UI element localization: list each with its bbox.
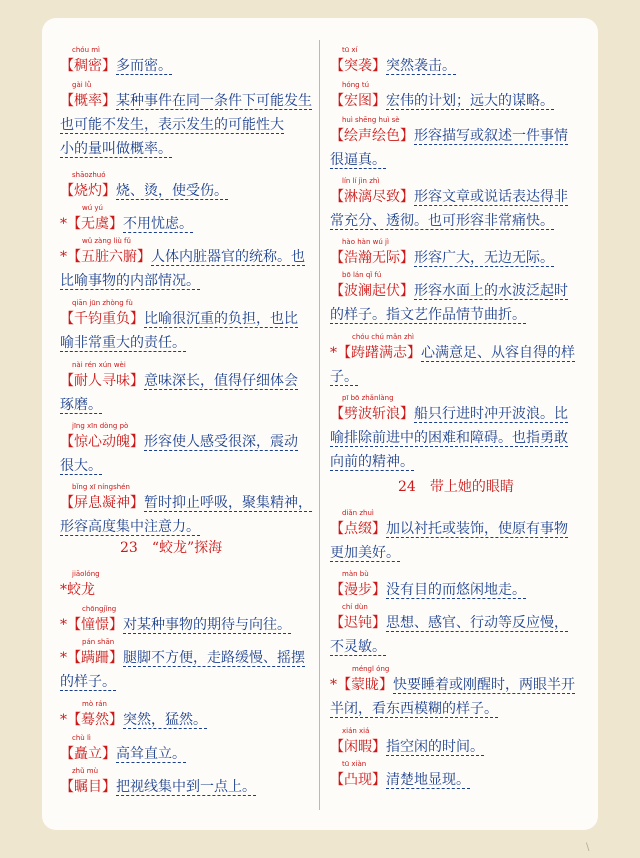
entry-definition: 形容使人感受很深，震动 [144,434,298,450]
entry-definition-cont: 不灵敏。 [330,639,386,655]
pinyin-annotation: lín lí jìn zhì [342,177,380,185]
entry-term: *蛟龙 [60,582,95,598]
glossary-entry [330,333,575,389]
entry-line [330,124,568,148]
entry-line [330,279,568,303]
glossary-entry [330,394,568,474]
entry-line [60,179,228,203]
asterisk-marker: * [60,650,67,666]
entry-definition: 把视线集中到一点上。 [116,779,256,795]
entry-definition: 宏伟的计划；远大的谋略。 [386,93,554,109]
glossary-entry [330,727,484,759]
glossary-entry [330,81,554,113]
entry-definition-cont: 向前的精神。 [330,454,414,470]
pinyin-annotation: qiān jūn zhòng fù [72,299,133,307]
pinyin-annotation: jiāolóng [72,570,100,578]
entry-line [330,541,568,565]
entry-definition: 多而密。 [116,58,172,74]
entry-line [60,89,312,113]
glossary-entry [60,204,193,236]
entry-term: 【蓦然】 [67,712,123,728]
entry-term: 【瞩目】 [60,779,116,795]
entry-line [60,430,298,454]
entry-definition-cont: 小的量叫做概率。 [60,141,172,157]
entry-line [60,613,291,637]
entry-definition: 思想、感官、行动等反应慢， [386,615,568,631]
watermark: \ [586,842,590,853]
entry-term: 【五脏六腑】 [67,249,151,265]
entry-definition: 形容广大，无边无际。 [414,250,554,266]
glossary-entry [60,81,312,161]
pinyin-annotation: shāozhuó [72,171,106,179]
entry-line [330,426,568,450]
pinyin-annotation: wǔ zàng liù fǔ [82,237,131,245]
entry-line [330,303,568,327]
entry-line [330,735,484,759]
entry-definition: 不用忧虑。 [123,216,193,232]
entry-term: 【宏图】 [330,93,386,109]
pinyin-annotation: chóu chú mǎn zhì [352,333,415,341]
glossary-entry [60,171,228,203]
pinyin-annotation: jīng xīn dòng pò [72,422,129,430]
entry-line [330,341,575,365]
column-divider [319,40,320,810]
entry-line [60,708,207,732]
entry-definition-cont: 也可能不发生，表示发生的可能性大 [60,117,284,133]
entry-line [60,742,186,766]
entry-definition: 突然袭击。 [386,58,456,74]
entry-line [60,454,298,478]
entry-term: 【蹒跚】 [67,650,123,666]
glossary-entry [60,483,312,539]
entry-term: 【点缀】 [330,521,386,537]
entry-line [60,307,298,331]
entry-line [60,775,256,799]
glossary-entry [330,570,526,602]
entry-line [60,113,312,137]
entry-line [330,450,568,474]
pinyin-annotation: chù lì [72,734,91,742]
entry-line [60,212,193,236]
entry-definition-cont: 形容高度集中注意力。 [60,519,200,535]
entry-line [330,611,568,635]
entry-line [60,491,312,515]
entry-line [60,331,298,355]
entry-term: 【无虞】 [67,216,123,232]
entry-line [60,369,298,393]
entry-definition: 船只行进时冲开波浪。比 [414,406,568,422]
pinyin-annotation: chóu mì [72,46,100,54]
entry-definition: 对某种事物的期待与向往。 [123,617,291,633]
pinyin-annotation: xián xiá [342,727,370,735]
entry-definition: 意味深长，值得仔细体会 [144,373,298,389]
entry-term: 【踌躇满志】 [337,345,421,361]
entry-term: 【漫步】 [330,582,386,598]
entry-definition: 清楚地显现。 [386,772,470,788]
glossary-entry [60,361,298,417]
entry-definition: 烧、烫，使受伤。 [116,183,228,199]
entry-term: 【烧灼】 [60,183,116,199]
entry-term: 【突袭】 [330,58,386,74]
entry-term: 【绘声绘色】 [330,128,414,144]
entry-definition: 快要睡着或刚醒时，两眼半开 [393,677,575,693]
entry-line [330,246,554,270]
glossary-entry [330,509,568,565]
entry-definition: 暂时抑止呼吸，聚集精神， [144,495,312,511]
pinyin-annotation: hào hàn wú jì [342,238,389,246]
entry-line [330,148,568,172]
asterisk-marker: * [60,712,67,728]
entry-definition-cont: 喻非常重大的责任。 [60,335,186,351]
entry-line [60,670,305,694]
entry-definition: 形容水面上的水波泛起时 [414,283,568,299]
entry-definition-cont: 常充分、透彻。也可形容非常痛快。 [330,213,554,229]
glossary-entry [60,767,256,799]
entry-term: 【惊心动魄】 [60,434,144,450]
lesson-heading: 23 “蛟龙”探海 [120,540,223,556]
glossary-entry [330,177,568,233]
glossary-entry [60,605,291,637]
glossary-entry [60,237,305,293]
entry-term: 【迟钝】 [330,615,386,631]
entry-definition-cont: 比喻事物的内部情况。 [60,273,200,289]
entry-definition: 突然，猛然。 [123,712,207,728]
entry-line [330,768,470,792]
entry-line [60,245,305,269]
pinyin-annotation: pán shān [82,638,115,646]
entry-line [330,365,575,389]
glossary-entry [60,638,305,694]
pinyin-annotation: wú yú [82,204,103,212]
entry-term: 【波澜起伏】 [330,283,414,299]
entry-definition: 某种事件在同一条件下可能发生 [116,93,312,109]
pinyin-annotation: méngl óng [352,665,390,673]
entry-term: 【浩瀚无际】 [330,250,414,266]
entry-term: 【矗立】 [60,746,116,762]
glossary-entry [330,238,554,270]
glossary-entry [330,116,568,172]
glossary-entry [330,46,456,78]
pinyin-annotation: diǎn zhuì [342,509,374,517]
entry-definition-cont: 半闭，看东西模糊的样子。 [330,701,498,717]
pinyin-annotation: nài rén xún wèi [72,361,126,369]
glossary-entry [330,271,568,327]
pinyin-annotation: pī bō zhǎnlàng [342,394,394,402]
entry-line [60,393,298,417]
asterisk-marker: * [60,617,67,633]
pinyin-annotation: bǐng xī níngshén [72,483,130,491]
entry-term: 【稠密】 [60,58,116,74]
entry-line [330,402,568,426]
pinyin-annotation: hóng tú [342,81,370,89]
entry-term: 【耐人寻味】 [60,373,144,389]
entry-definition-cont: 很逼真。 [330,152,386,168]
entry-term: 【蒙眬】 [337,677,393,693]
entry-definition: 人体内脏器官的统称。也 [151,249,305,265]
entry-definition: 形容描写或叙述一件事情 [414,128,568,144]
entry-line [330,209,568,233]
entry-definition-cont: 喻排除前进中的困难和障碍。也指勇敢 [330,430,568,446]
entry-line [60,578,95,602]
entry-definition-cont: 子。 [330,369,358,385]
asterisk-marker: * [60,216,67,232]
pinyin-annotation: zhǔ mù [72,767,99,775]
glossary-entry [60,422,298,478]
pinyin-annotation: tū xí [342,46,358,54]
entry-term: 【淋漓尽致】 [330,189,414,205]
entry-definition: 高耸直立。 [116,746,186,762]
entry-term: 【千钧重负】 [60,311,144,327]
entry-line [60,515,312,539]
asterisk-marker: * [330,677,337,693]
glossary-entry [330,665,575,721]
entry-term: 【闲暇】 [330,739,386,755]
pinyin-annotation: tū xiàn [342,760,367,768]
entry-definition: 形容文章或说话表达得非 [414,189,568,205]
pinyin-annotation: chí dùn [342,603,368,611]
entry-line [330,673,575,697]
entry-line [330,54,456,78]
entry-definition: 指空闲的时间。 [386,739,484,755]
entry-definition-cont: 的样子。 [60,674,116,690]
glossary-entry [60,734,186,766]
entry-definition-cont: 更加美好。 [330,545,400,561]
entry-line [330,635,568,659]
entry-definition-cont: 的样子。指文艺作品情节曲折。 [330,307,526,323]
lesson-heading: 24 带上她的眼睛 [398,479,514,495]
entry-line [60,646,305,670]
entry-line [60,137,312,161]
glossary-entry [60,299,298,355]
entry-line [330,517,568,541]
entry-line [330,89,554,113]
glossary-entry [330,760,470,792]
entry-definition: 没有目的而悠闲地走。 [386,582,526,598]
entry-line [60,54,172,78]
entry-definition: 腿脚不方便，走路缓慢、摇摆 [123,650,305,666]
entry-line [330,185,568,209]
entry-line [60,269,305,293]
pinyin-annotation: bō lán qǐ fú [342,271,382,279]
entry-term: 【概率】 [60,93,116,109]
entry-definition-cont: 琢磨。 [60,397,102,413]
asterisk-marker: * [60,249,67,265]
glossary-entry [330,603,568,659]
pinyin-annotation: mò rán [82,700,107,708]
pinyin-annotation: màn bù [342,570,369,578]
entry-definition-cont: 很大。 [60,458,102,474]
glossary-entry [60,700,207,732]
pinyin-annotation: chōngjǐng [82,605,117,613]
asterisk-marker: * [330,345,337,361]
entry-definition: 心满意足、从容自得的样 [421,345,575,361]
glossary-entry [60,46,172,78]
entry-term: 【凸现】 [330,772,386,788]
entry-term: 【劈波斩浪】 [330,406,414,422]
pinyin-annotation: gài lǜ [72,81,92,89]
entry-line [330,578,526,602]
entry-definition: 加以衬托或装饰，使原有事物 [386,521,568,537]
entry-definition: 比喻很沉重的负担，也比 [144,311,298,327]
entry-term: 【憧憬】 [67,617,123,633]
entry-term: 【屏息凝神】 [60,495,144,511]
pinyin-annotation: huì shēng huì sè [342,116,400,124]
entry-line [330,697,575,721]
glossary-entry [60,570,100,602]
